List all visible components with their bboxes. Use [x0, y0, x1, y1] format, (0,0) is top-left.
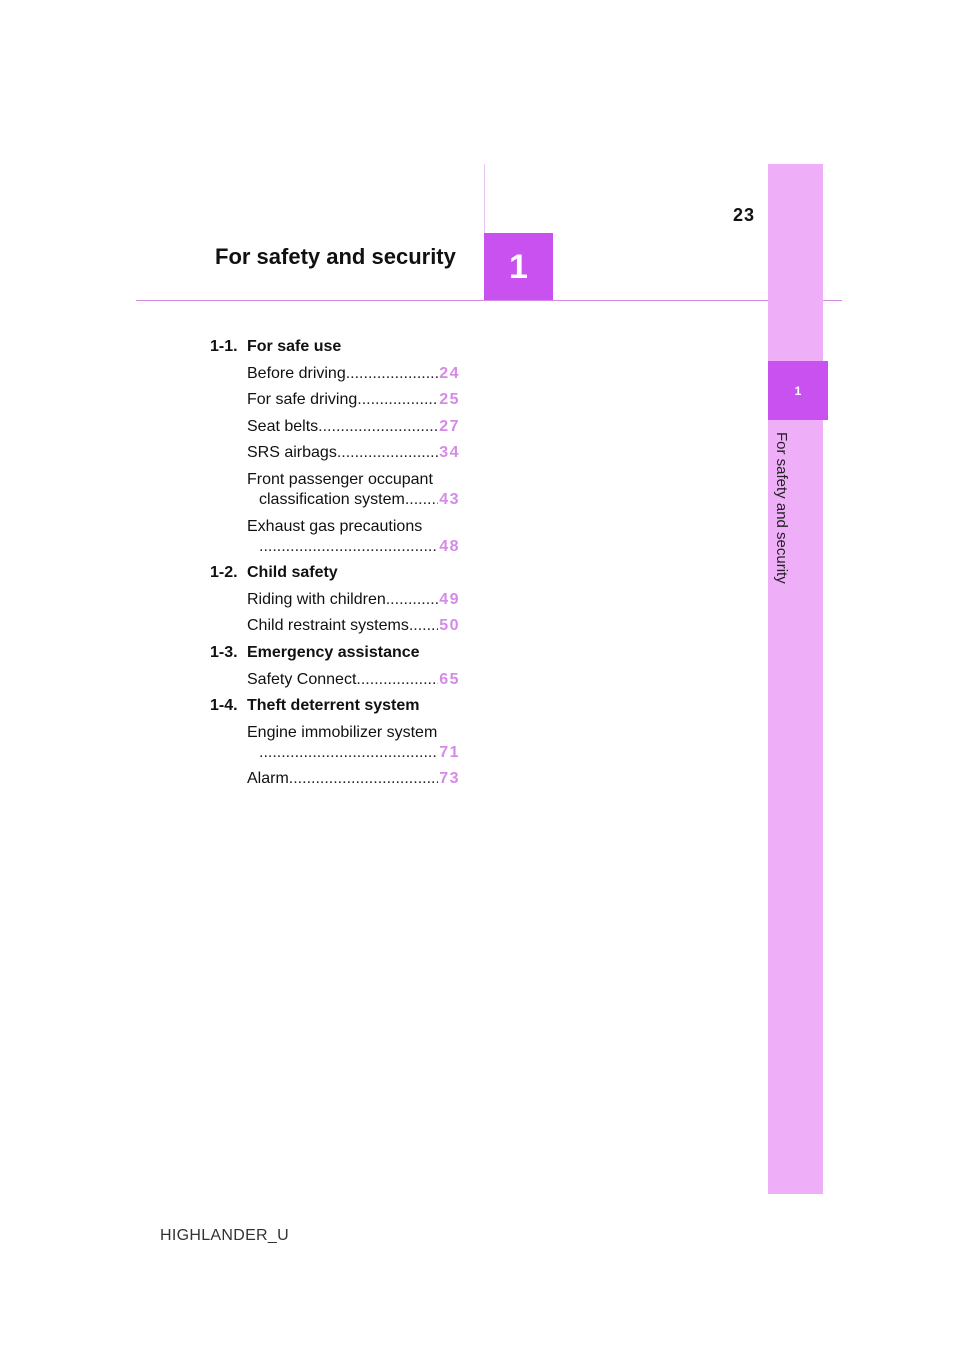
- header-rule: [136, 300, 842, 301]
- chapter-title: For safety and security: [215, 244, 456, 269]
- entry-page-link[interactable]: 49: [439, 590, 460, 608]
- toc-section-heading[interactable]: [210, 643, 460, 663]
- side-tab: [768, 164, 823, 1194]
- dot-leader: [409, 616, 438, 636]
- toc-entry[interactable]: [247, 390, 460, 410]
- toc-section-heading[interactable]: [210, 563, 460, 583]
- entry-title: For safe driving: [247, 391, 358, 409]
- toc-entry[interactable]: [247, 616, 460, 636]
- entry-title-continued: classification system: [259, 490, 405, 508]
- toc-entry[interactable]: [247, 769, 460, 789]
- section-title: Child safety: [247, 564, 338, 582]
- table-of-contents: [210, 337, 460, 796]
- toc-entry[interactable]: [247, 723, 460, 763]
- entry-page-link[interactable]: 34: [439, 444, 460, 462]
- entry-title: Exhaust gas precautions: [247, 517, 423, 535]
- entry-page-link[interactable]: 50: [439, 617, 460, 635]
- toc-entry[interactable]: [247, 590, 460, 610]
- entry-title: Child restraint systems: [247, 617, 409, 635]
- entry-title: Engine immobilizer system: [247, 723, 438, 741]
- page-number: 23: [733, 205, 756, 225]
- entry-page-link[interactable]: 43: [439, 490, 460, 508]
- dot-leader: [386, 590, 438, 610]
- dot-leader: [346, 364, 438, 384]
- side-tab-label: For safety and security: [773, 432, 790, 584]
- dot-leader: [259, 537, 438, 557]
- toc-entry[interactable]: [247, 364, 460, 384]
- entry-title: Riding with children: [247, 590, 386, 608]
- entry-page-link[interactable]: 25: [439, 391, 460, 409]
- section-number: 1-4.: [210, 697, 238, 715]
- dot-leader: [405, 490, 438, 510]
- dot-leader: [337, 443, 438, 463]
- toc-entry[interactable]: [247, 417, 460, 437]
- toc-section-heading[interactable]: [210, 696, 460, 716]
- toc-section-heading[interactable]: [210, 337, 460, 357]
- side-tab-chapter-marker[interactable]: 1: [768, 361, 828, 420]
- dot-leader: [357, 390, 438, 410]
- dot-leader: [318, 417, 438, 437]
- toc-section: [210, 563, 460, 636]
- entry-page-link[interactable]: 27: [439, 417, 460, 435]
- section-title: For safe use: [247, 338, 342, 355]
- footer-model-code: HIGHLANDER_U: [160, 1227, 289, 1244]
- entry-page-link[interactable]: 65: [439, 670, 460, 688]
- entry-page-link[interactable]: 24: [439, 364, 460, 382]
- toc-entry[interactable]: [247, 670, 460, 690]
- section-title: Emergency assistance: [247, 643, 420, 661]
- entry-title: Front passenger occupant: [247, 470, 433, 488]
- header-vertical-rule: [484, 164, 485, 234]
- dot-leader: [356, 670, 438, 690]
- section-title: Theft deterrent system: [247, 697, 420, 715]
- entry-page-link[interactable]: 71: [439, 743, 460, 761]
- entry-page-link[interactable]: 73: [439, 770, 460, 788]
- toc-entry[interactable]: [247, 470, 460, 510]
- entry-title: Before driving: [247, 364, 346, 382]
- toc-section: [210, 337, 460, 557]
- entry-title: Seat belts: [247, 417, 319, 435]
- entry-title: Alarm: [247, 770, 289, 788]
- chapter-number-block: 1: [484, 233, 553, 301]
- dot-leader: [289, 769, 438, 789]
- entry-title: Safety Connect: [247, 670, 357, 688]
- toc-section: [210, 643, 460, 690]
- dot-leader: [259, 743, 438, 763]
- toc-section: [210, 696, 460, 789]
- toc-entry[interactable]: [247, 517, 460, 557]
- entry-page-link[interactable]: 48: [439, 537, 460, 555]
- entry-title: SRS airbags: [247, 444, 337, 462]
- toc-entry[interactable]: [247, 443, 460, 463]
- section-number: 1-3.: [210, 643, 238, 661]
- section-number: 1-2.: [210, 564, 238, 582]
- section-number: 1-1.: [210, 338, 238, 355]
